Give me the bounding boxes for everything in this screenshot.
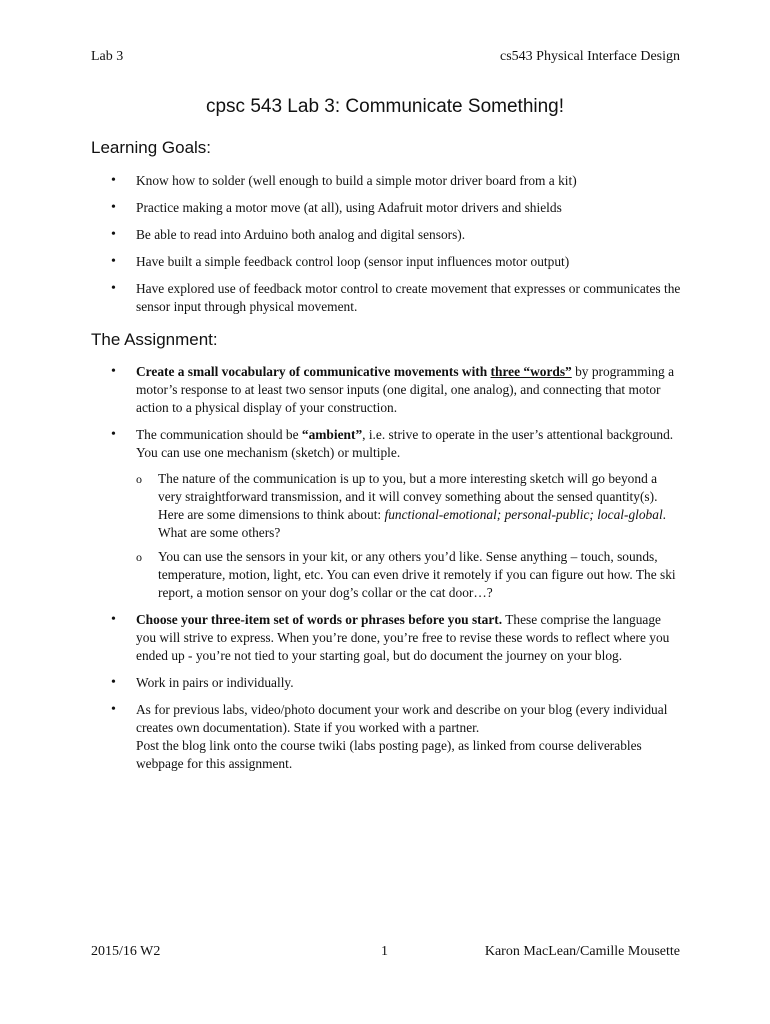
list-item	[111, 611, 681, 665]
footer-left: 2015/16 W2	[91, 944, 161, 959]
body-text: . What are some others?	[158, 507, 667, 540]
bold-text: Create a small vocabulary of communicative movements with	[136, 364, 491, 379]
sub-list	[136, 470, 681, 602]
underlined-text: three “words”	[490, 364, 572, 379]
assignment-list	[111, 363, 681, 773]
page-number: 1	[381, 944, 388, 959]
list-item: • Work in pairs or individually.	[111, 674, 681, 692]
learning-goals-heading: Learning Goals:	[91, 138, 212, 157]
body-text: Post the blog link onto the course twiki (labs posting page), as linked from course deliverables webpage for this assignment.	[136, 738, 642, 771]
footer-right: Karon MacLean/Camille Mousette	[484, 944, 680, 959]
header-left: Lab 3	[91, 49, 124, 64]
italic-text: functional-emotional; personal-public; local-global	[384, 507, 663, 522]
bold-text: “ambient”	[301, 427, 363, 442]
body-text: The communication should be	[136, 427, 302, 442]
body-text: by programming a motor’s response to at least two sensor inputs (one digital, one analog), and connecting that motor action to a physical display of your construction.	[136, 364, 675, 415]
list-item: • Practice making a motor move (at all), using Adafruit motor drivers and shields	[111, 199, 681, 217]
bold-text: Choose your three-item set of words or phrases before you start.	[136, 612, 503, 627]
assignment-heading: The Assignment:	[91, 330, 218, 349]
list-item: • Know how to solder (well enough to build a simple motor driver board from a kit)	[111, 172, 681, 190]
list-item	[111, 701, 681, 773]
list-item	[111, 363, 681, 417]
header-right: cs543 Physical Interface Design	[500, 49, 680, 64]
list-item: • Have explored use of feedback motor control to create movement that expresses or communicates the sensor input through physical movement.	[111, 280, 681, 316]
body-text: The nature of the communication is up to you, but a more interesting sketch will go beyond a very straightforward transmission, and it will convey something about the sensed quantity(s). Here are some dimensions to think about:	[158, 471, 658, 522]
sub-list-item: o You can use the sensors in your kit, or any others you’d like. Sense anything – touch, sounds, temperature, motion, light, etc. You can even drive it remotely if you can figure out how. The ski report, a motion sensor on your dog’s collar or the cat door…?	[136, 548, 681, 602]
body-text: , i.e. strive to operate in the user’s attentional background. You can use one mechanism (sketch) or multiple.	[136, 427, 674, 460]
list-item	[111, 426, 681, 602]
body-text: As for previous labs, video/photo document your work and describe on your blog (every individual creates own documentation). State if you worked with a partner.	[136, 702, 668, 735]
page-title: cpsc 543 Lab 3: Communicate Something!	[205, 96, 565, 117]
list-item: • Have built a simple feedback control loop (sensor input influences motor output)	[111, 253, 681, 271]
list-item: • Be able to read into Arduino both analog and digital sensors).	[111, 226, 681, 244]
learning-goals-list	[111, 172, 681, 316]
body-text: These comprise the language you will strive to express. When you’re done, you’re free to revise these words to reflect where you ended up - you’re not tied to your starting goal, but do document the journey on your blog.	[136, 612, 670, 663]
sub-list-item	[136, 470, 681, 542]
